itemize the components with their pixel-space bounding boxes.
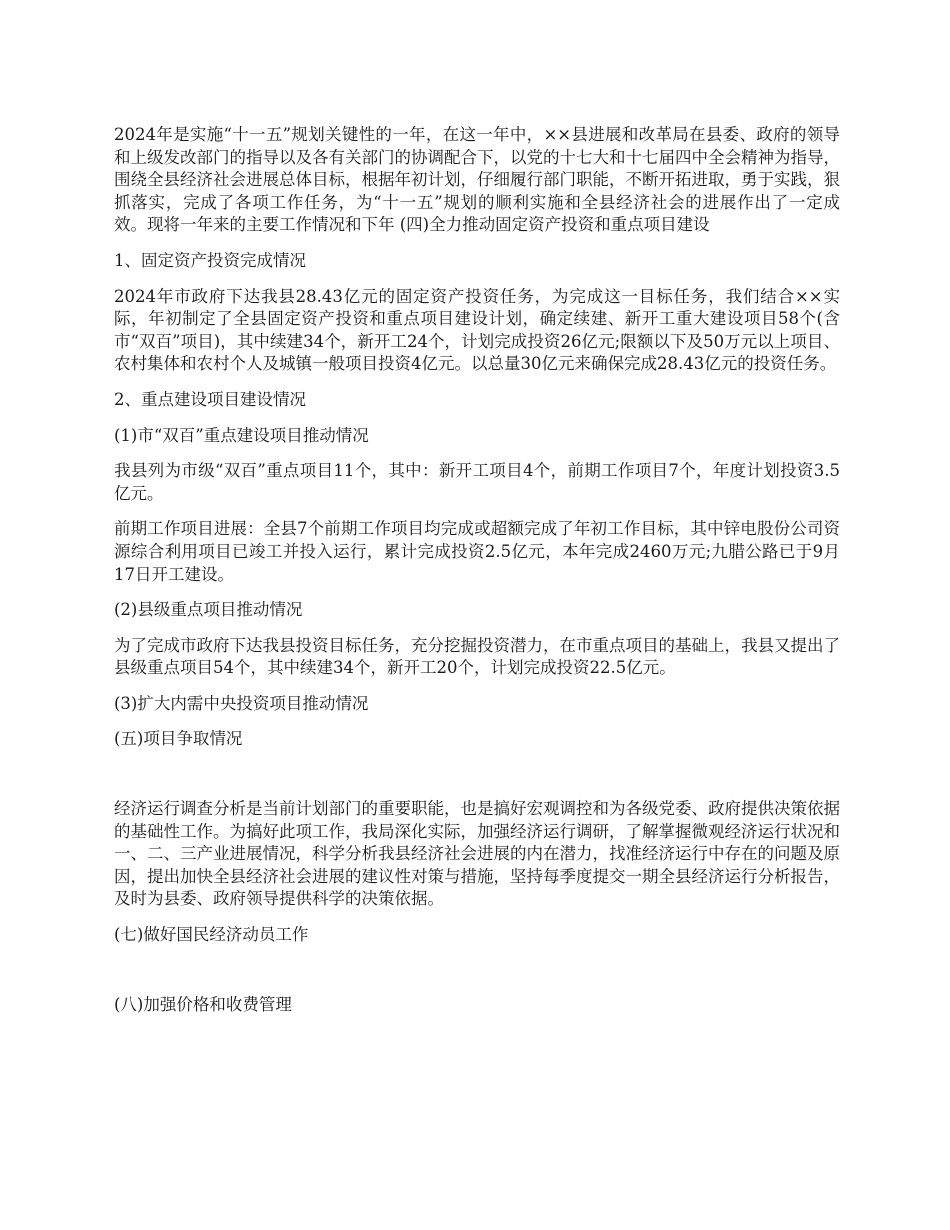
section-heading-key-projects: 2、重点建设项目建设情况 xyxy=(114,389,306,409)
subheading-price-management: (八)加强价格和收费管理 xyxy=(114,994,292,1014)
economic-analysis-paragraph: 经济运行调查分析是当前计划部门的重要职能，也是搞好宏观调控和为各级党委、政府提供决策依据的基础性工作。为搞好此项工作，我局深化实际，加强经济运行调研，了解掌握微观经济运行状况和一、二、三产业进展情况，科学分析我县经济社会进展的内在潜力，找准经济运行中存在的问题及原因，提出加快全县经济社会进展的建议性对策与措施，坚持每季度提交一期全县经济运行分析报告，及时为县委、政府领导提供科学的决策依据。 xyxy=(114,799,840,909)
city-projects-paragraph: 我县列为市级“双百”重点项目11个，其中：新开工项目4个，前期工作项目7个，年度计划投资3.5亿元。 xyxy=(114,461,840,503)
document-body xyxy=(114,124,840,1029)
subheading-domestic-demand-projects: (3)扩大内需中央投资项目推动情况 xyxy=(114,693,369,713)
preliminary-work-paragraph: 前期工作项目进展：全县7个前期工作项目均完成或超额完成了年初工作目标，其中锌电股份公司资源综合利用项目已竣工并投入运行，累计完成投资2.5亿元，本年完成2460万元;九腊公路已于9月17日开工建设。 xyxy=(114,519,840,584)
county-projects-paragraph: 为了完成市政府下达我县投资目标任务，充分挖掘投资潜力，在市重点项目的基础上，我县又提出了县级重点项目54个，其中续建34个，新开工20个，计划完成投资22.5亿元。 xyxy=(114,635,840,678)
spacer xyxy=(114,960,840,994)
intro-paragraph: 2024年是实施“十一五”规划关键性的一年，在这一年中，××县进展和改革局在县委、政府的领导和上级发改部门的指导以及各有关部门的协调配合下，以党的十七大和十七届四中全会精神为指导，围绕全县经济社会进展总体目标，根据年初计划，仔细履行部门职能，不断开拓进取，勇于实践，狠抓落实，完成了各项工作任务，为“十一五”规划的顺利实施和全县经济社会的进展作出了一定成效。现将一年来的主要工作情况和下年 (四)全力推动固定资产投资和重点项目建设 xyxy=(114,125,840,235)
section-heading-fixed-asset-investment: 1、固定资产投资完成情况 xyxy=(114,250,306,270)
subheading-county-projects: (2)县级重点项目推动情况 xyxy=(114,600,303,620)
spacer xyxy=(114,764,840,798)
subheading-city-shuangbai-projects: (1)市“双百”重点建设项目推动情况 xyxy=(114,425,369,445)
subheading-economic-mobilization: (七)做好国民经济动员工作 xyxy=(114,925,309,945)
fixed-asset-investment-paragraph: 2024年市政府下达我县28.43亿元的固定资产投资任务，为完成这一目标任务，我们结合××实际，年初制定了全县固定资产投资和重点项目建设计划，确定续建、新开工重大建设项目58个(含市“双百”项目)，其中续建34个，新开工24个，计划完成投资26亿元;限额以下及50万元以上项目、农村集体和农村个人及城镇一般项目投资4亿元。以总量30亿元来确保完成28.43亿元的投资任务。 xyxy=(114,286,840,374)
subheading-project-acquisition: (五)项目争取情况 xyxy=(114,729,243,749)
